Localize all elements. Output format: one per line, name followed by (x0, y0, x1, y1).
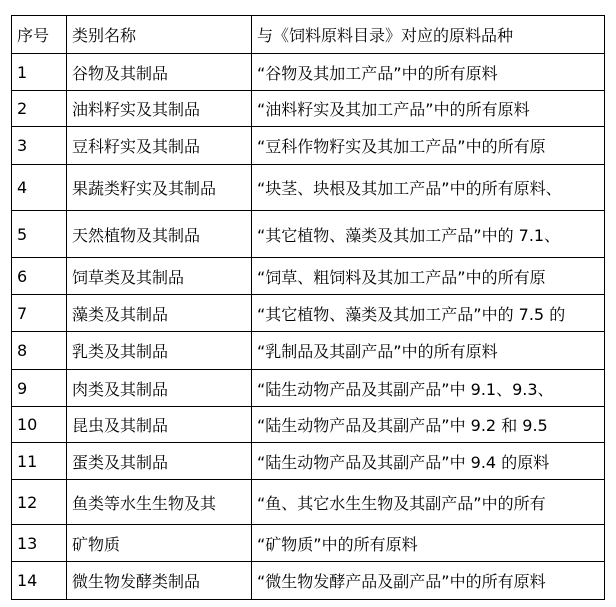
cell-serial-number: 11 (12, 443, 67, 480)
cell-serial-number: 10 (12, 407, 67, 443)
cell-catalog-mapping: “饲草、粗饲料及其加工产品”中的所有原 (252, 258, 605, 295)
cell-category-name: 天然植物及其制品 (67, 211, 252, 258)
cell-catalog-mapping: “其它植物、藻类及其加工产品”中的 7.1、 (252, 211, 605, 258)
cell-catalog-mapping: “乳制品及其副产品”中的所有原料 (252, 332, 605, 370)
cell-category-name: 油料籽实及其制品 (67, 91, 252, 127)
table-row (12, 480, 605, 525)
table-row (12, 407, 605, 443)
cell-category-name: 微生物发酵类制品 (67, 562, 252, 600)
cell-category-name: 蛋类及其制品 (67, 443, 252, 480)
cell-serial-number: 14 (12, 562, 67, 600)
table-header-row (12, 16, 605, 54)
table-row (12, 91, 605, 127)
cell-catalog-mapping: “其它植物、藻类及其加工产品”中的 7.5 的 (252, 295, 605, 332)
table-row (12, 562, 605, 600)
header-category-name: 类别名称 (67, 16, 252, 54)
cell-serial-number: 12 (12, 480, 67, 525)
table-row (12, 165, 605, 211)
cell-category-name: 谷物及其制品 (67, 54, 252, 91)
table-row (12, 370, 605, 407)
cell-serial-number: 5 (12, 211, 67, 258)
cell-catalog-mapping: “鱼、其它水生生物及其副产品”中的所有 (252, 480, 605, 525)
table-row (12, 211, 605, 258)
feed-category-table (11, 15, 605, 600)
cell-serial-number: 9 (12, 370, 67, 407)
cell-category-name: 乳类及其制品 (67, 332, 252, 370)
table-row (12, 525, 605, 562)
table-row (12, 258, 605, 295)
cell-serial-number: 13 (12, 525, 67, 562)
cell-catalog-mapping: “块茎、块根及其加工产品”中的所有原料、 (252, 165, 605, 211)
cell-category-name: 昆虫及其制品 (67, 407, 252, 443)
cell-category-name: 豆科籽实及其制品 (67, 127, 252, 165)
cell-serial-number: 3 (12, 127, 67, 165)
cell-serial-number: 8 (12, 332, 67, 370)
table-row (12, 295, 605, 332)
cell-serial-number: 2 (12, 91, 67, 127)
table-row (12, 443, 605, 480)
cell-serial-number: 7 (12, 295, 67, 332)
cell-catalog-mapping: “矿物质”中的所有原料 (252, 525, 605, 562)
cell-category-name: 矿物质 (67, 525, 252, 562)
cell-category-name: 果蔬类籽实及其制品 (67, 165, 252, 211)
cell-category-name: 鱼类等水生生物及其 (67, 480, 252, 525)
table-row (12, 54, 605, 91)
cell-serial-number: 1 (12, 54, 67, 91)
table-row (12, 127, 605, 165)
cell-category-name: 肉类及其制品 (67, 370, 252, 407)
cell-category-name: 藻类及其制品 (67, 295, 252, 332)
cell-serial-number: 4 (12, 165, 67, 211)
cell-catalog-mapping: “陆生动物产品及其副产品”中 9.2 和 9.5 (252, 407, 605, 443)
cell-catalog-mapping: “陆生动物产品及其副产品”中 9.1、9.3、 (252, 370, 605, 407)
cell-catalog-mapping: “陆生动物产品及其副产品”中 9.4 的原料 (252, 443, 605, 480)
header-catalog-mapping: 与《饲料原料目录》对应的原料品种 (252, 16, 605, 54)
header-serial-number: 序号 (12, 16, 67, 54)
cell-catalog-mapping: “油料籽实及其加工产品”中的所有原料 (252, 91, 605, 127)
cell-serial-number: 6 (12, 258, 67, 295)
cell-catalog-mapping: “豆科作物籽实及其加工产品”中的所有原 (252, 127, 605, 165)
cell-catalog-mapping: “微生物发酵产品及副产品”中的所有原料 (252, 562, 605, 600)
cell-catalog-mapping: “谷物及其加工产品”中的所有原料 (252, 54, 605, 91)
cell-category-name: 饲草类及其制品 (67, 258, 252, 295)
table-row (12, 332, 605, 370)
